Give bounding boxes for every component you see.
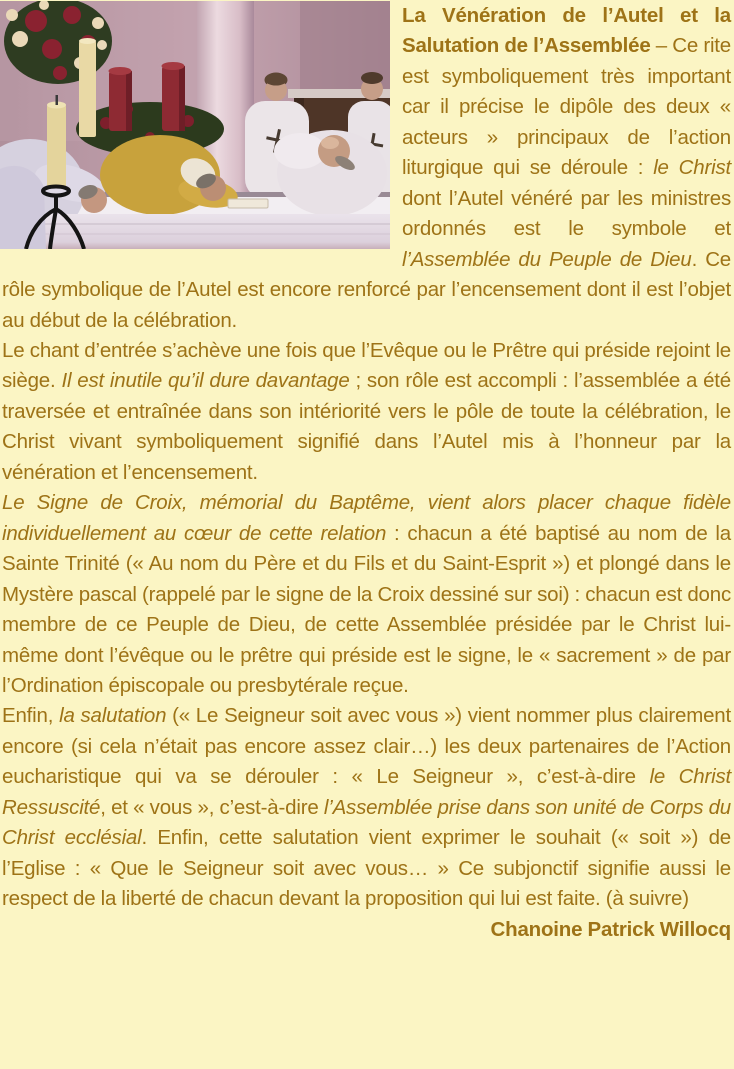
signature: Chanoine Patrick Willocq <box>490 917 731 941</box>
italic-phrase: la salutation <box>59 704 167 728</box>
italic-phrase: Le Signe de Croix, mémorial du Baptême, vient alors placer chaque fidèle individuellement au cœur de cette relation <box>2 491 731 545</box>
article-heading: La Vénération de l’Autel et la Salutation de l’Assemblée <box>402 4 731 58</box>
paragraph-4 <box>2 701 731 914</box>
text-segment: : chacun a été baptisé au nom de la Sainte Trinité (« Au nom du Père et du Fils et du Saint-Esprit ») et plongé dans le Mystère pascal (rappelé par le signe de la Croix dessiné sur soi) : chacun est donc membre de ce Peuple de Dieu, de cette Assemblée présidée par le Christ lui-même dont l’évêque ou le prêtre qui préside est le signe, le « sacrement » de par l’Ordination épiscopale ou presbytérale reçue. <box>2 521 731 697</box>
text-segment: , et « vous », c’est-à-dire <box>100 795 324 819</box>
altar-veneration-photo <box>0 1 390 249</box>
altar-photo-illustration <box>0 1 390 249</box>
paragraph-2 <box>2 336 731 488</box>
italic-phrase: Il est inutile qu’il dure davantage <box>61 369 350 393</box>
text-segment: dont l’Autel vénéré par les ministres ordonnés est le symbole et <box>402 186 731 241</box>
italic-phrase: l’Assemblée prise dans son unité de Corps du Christ ecclésial <box>2 795 731 850</box>
text-segment: . Enfin, cette salutation vient exprimer le souhait (« soit ») de l’Eglise : « Que le Seigneur soit avec vous… » Ce subjonctif signifie aussi le respect de la liberté de chacun devant la proposition qui lui est faite. (à suivre) <box>2 826 731 911</box>
italic-phrase: le Christ <box>653 156 731 180</box>
text-segment: Enfin, <box>2 704 60 728</box>
text-segment: – Ce rite est symboliquement très important car il précise le dipôle des deux « acteurs » principaux de l’action liturgique qui se déroule : <box>402 34 731 180</box>
text-segment: . Ce rôle symbolique de l’Autel est encore renforcé par l’encensement dont il est l’objet au début de la célébration. <box>2 247 731 332</box>
italic-phrase: l’Assemblée du Peuple de Dieu <box>402 247 692 271</box>
text-segment: Le chant d’entrée s’achève une fois que l’Evêque ou le Prêtre qui préside rejoint le siège. <box>2 338 731 393</box>
text-segment: (« Le Seigneur soit avec vous ») vient nommer plus clairement encore (si cela n’était pas encore assez clair…) les deux partenaires de l’Action eucharistique qui va se dérouler : « Le Seigneur », c’est-à-dire <box>2 704 731 789</box>
italic-phrase: le Christ Ressuscité <box>2 765 731 819</box>
paragraph-3 <box>2 488 731 701</box>
text-segment: ; son rôle est accompli : l’assemblée a été traversée et entraînée dans son intériorité vers le pôle de toute la célébration, le Christ vivant symboliquement signifié dans l’Autel mis à l’honneur par la vénération et l’encensement. <box>2 369 732 484</box>
